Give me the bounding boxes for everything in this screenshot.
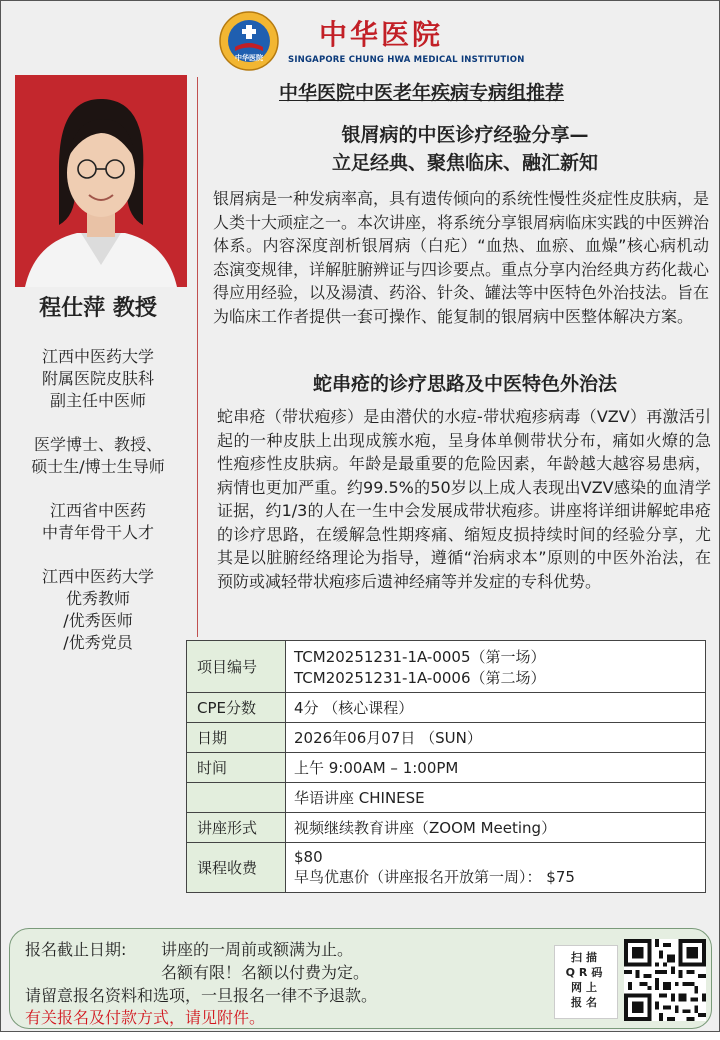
credential-line: 优秀教师 <box>65 589 130 608</box>
credential-group-1 <box>1 346 195 412</box>
table-row <box>187 813 706 843</box>
table-row <box>187 641 706 693</box>
deadline-value: 讲座的一周前或额满为止。 <box>161 940 354 959</box>
credential-line: 江西省中医药 <box>49 501 146 520</box>
speaker-photo <box>15 75 187 287</box>
credential-line: 医学博士、教授、 <box>33 435 162 454</box>
credential-group-2 <box>1 434 195 478</box>
project-code-2: TCM20251231-1A-0006（第二场） <box>294 668 546 687</box>
credential-line: 副主任中医师 <box>49 391 146 410</box>
table-row <box>187 723 706 753</box>
deadline-label: 报名截止日期: <box>25 940 127 959</box>
time-value: 上午 9:00AM – 1:00PM <box>286 753 706 783</box>
svg-text:中华医院: 中华医院 <box>235 54 263 62</box>
credential-line: 中青年骨干人才 <box>41 523 154 542</box>
credential-group-3 <box>1 500 195 544</box>
lecture1-title-line1: 银屑病的中医诊疗经验分享— <box>341 124 589 146</box>
lecture1-title-line2: 立足经典、聚焦临床、融汇新知 <box>331 152 598 174</box>
credential-line: 江西中医药大学 <box>41 567 154 586</box>
hospital-logo <box>219 11 279 71</box>
fee-regular: $80 <box>294 848 323 866</box>
scan-line: 扫描 <box>571 951 601 964</box>
scan-line: 报名 <box>571 996 601 1009</box>
scan-line: 网上 <box>571 981 601 994</box>
lecture1-title <box>215 121 715 177</box>
column-divider <box>197 77 198 637</box>
date-label: 日期 <box>187 723 286 753</box>
table-row <box>187 753 706 783</box>
hospital-name-cn: 中华医院 <box>319 18 444 51</box>
credential-line: 硕士生/博士生导师 <box>31 457 165 476</box>
credential-line: 江西中医药大学 <box>41 347 154 366</box>
speaker-info <box>1 291 195 676</box>
speaker-name: 程仕萍 教授 <box>39 296 157 321</box>
project-code-value <box>286 641 706 693</box>
table-row <box>187 843 706 893</box>
lecture1-description: 银屑病是一种发病率高，具有遗传倾向的系统性慢性炎症性皮肤病，是人类十大顽症之一。本次讲座，将系统分享银屑病临床实践的中医辨治体系。内容深度剖析银屑病（白疕）“血热、血瘀、血燥”核心病机动态演变规律，详解脏腑辨证与四诊要点。重点分享内治经典方药化裁心得应用经验，以及湯漬、药浴、针灸、罐法等中医特色外治技法。旨在为临床工作者提供一套可操作、能复制的银屑病中医整体解决方案。 <box>213 189 710 326</box>
credential-line: /优秀党员 <box>63 633 133 652</box>
fee-early-bird: 早鸟优惠价（讲座报名开放第一周）： $75 <box>294 868 575 886</box>
refund-notice: 请留意报名资料和选项，一旦报名一律不予退款。 <box>25 986 378 1005</box>
time-label: 时间 <box>187 753 286 783</box>
lecture2-title: 蛇串疮的诊疗思路及中医特色外治法 <box>312 373 617 395</box>
scan-line: QR码 <box>565 966 607 979</box>
limited-seats-note: 名额有限！名额以付费为定。 <box>161 963 370 982</box>
format-label: 讲座形式 <box>187 813 286 843</box>
registration-qr-code[interactable] <box>624 939 706 1021</box>
recommendation-heading: 中华医院中医老年疾病专病组推荐 <box>279 82 565 104</box>
payment-note: 有关报名及付款方式，请见附件。 <box>25 1008 266 1027</box>
language-label <box>187 783 286 813</box>
course-info-table <box>186 640 706 893</box>
cpe-value: 4分 （核心课程） <box>286 693 706 723</box>
cpe-label: CPE分数 <box>187 693 286 723</box>
fee-value <box>286 843 706 893</box>
scan-qr-label <box>554 945 618 1019</box>
fee-label: 课程收费 <box>187 843 286 893</box>
table-row <box>187 783 706 813</box>
date-value: 2026年06月07日 （SUN） <box>286 723 706 753</box>
format-value: 视频继续教育讲座（ZOOM Meeting） <box>286 813 706 843</box>
lecture2-description: 蛇串疮（带状疱疹）是由潜伏的水痘-带状疱疹病毒（VZV）再激活引起的一种皮肤上出现成簇水疱，呈身体单侧带状分布，痛如火燎的急性疱疹性皮肤病。年龄是最重要的危险因素，年龄越大越容易患病，病情也更加严重。约99.5%的50岁以上成人表现出VZV感染的血清学证据，约1/3的人在一生中会发展成带状疱疹。讲座将详细讲解蛇串疮的诊疗思路，在缓解急性期疼痛、缩短皮损持续时间的经验分享，尤其是以脏腑经络理论为指导，遵循“治病求本”原则的中医外治法，在预防或减轻带状疱疹后遗神经痛等并发症的专科优势。 <box>217 407 711 591</box>
credential-line: /优秀医师 <box>63 611 133 630</box>
credential-line: 附属医院皮肤科 <box>41 369 154 388</box>
language-value: 华语讲座 CHINESE <box>286 783 706 813</box>
project-code-label: 项目编号 <box>187 641 286 693</box>
credential-group-4 <box>1 566 195 654</box>
project-code-1: TCM20251231-1A-0005（第一场） <box>294 647 546 666</box>
table-row <box>187 693 706 723</box>
hospital-name-en: SINGAPORE CHUNG HWA MEDICAL INSTITUTION <box>288 55 525 65</box>
